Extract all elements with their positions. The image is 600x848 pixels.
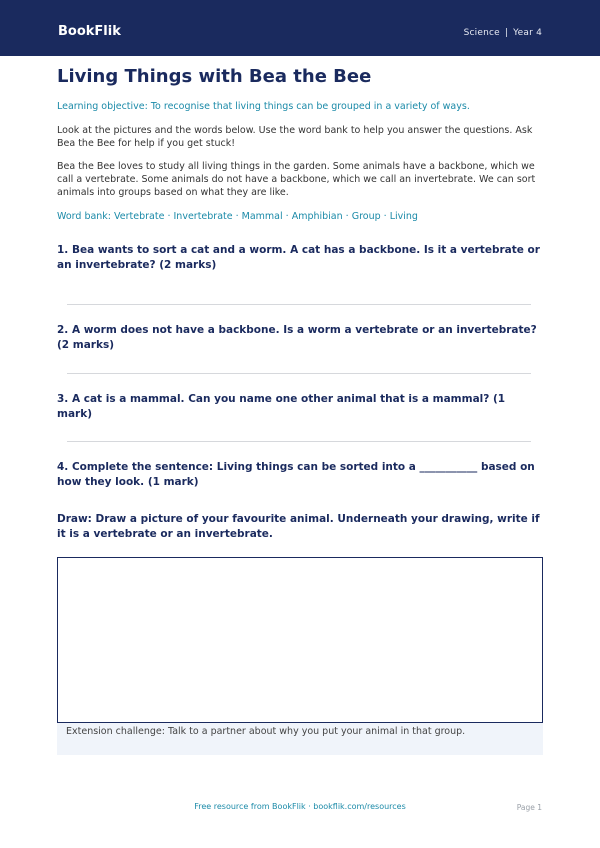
year-label: Year 4 bbox=[513, 28, 542, 38]
learning-objective: Learning objective: To recognise that living things can be grouped in a variety of ways. bbox=[57, 101, 470, 112]
page-number: Page 1 bbox=[516, 803, 542, 812]
question-2: 2. A worm does not have a backbone. Is a worm a vertebrate or an invertebrate? (2 marks) bbox=[57, 324, 537, 351]
answer-line-1[interactable] bbox=[67, 304, 531, 305]
separator: | bbox=[504, 28, 509, 38]
intro-paragraph: Bea the Bee loves to study all living things in the garden. Some animals have a backbone, which we call a vertebrate. Some animals do not have a backbone, which we call an invertebrate. We can sort animals into groups based on what they are like. bbox=[57, 161, 536, 198]
footer-text: Free resource from BookFlik · bookflik.com/resources bbox=[194, 802, 406, 811]
subject-label bbox=[464, 28, 542, 38]
brand-logo: BookFlik bbox=[58, 24, 121, 39]
question-3: 3. A cat is a mammal. Can you name one other animal that is a mammal? (1 mark) bbox=[57, 393, 506, 420]
question-4: 4. Complete the sentence: Living things can be sorted into a ___________ based on how they look. (1 mark) bbox=[57, 461, 535, 488]
word-bank: Word bank: Vertebrate · Invertebrate · Mammal · Amphibian · Group · Living bbox=[57, 211, 418, 222]
draw-prompt: Draw: Draw a picture of your favourite animal. Underneath your drawing, write if it is a vertebrate or an invertebrate. bbox=[57, 513, 540, 540]
answer-line-2[interactable] bbox=[67, 373, 531, 374]
page-title: Living Things with Bea the Bee bbox=[57, 66, 372, 87]
extension-challenge: Extension challenge: Talk to a partner about why you put your animal in that group. bbox=[57, 723, 543, 755]
instructions-paragraph: Look at the pictures and the words below. Use the word bank to help you answer the questions. Ask Bea the Bee for help if you get stuck! bbox=[57, 125, 533, 149]
answer-line-3[interactable] bbox=[67, 441, 531, 442]
header-bar bbox=[0, 0, 600, 56]
subject-name: Science bbox=[463, 28, 500, 38]
question-1: 1. Bea wants to sort a cat and a worm. A cat has a backbone. Is it a vertebrate or an invertebrate? (2 marks) bbox=[57, 244, 540, 271]
drawing-box[interactable] bbox=[57, 557, 543, 723]
